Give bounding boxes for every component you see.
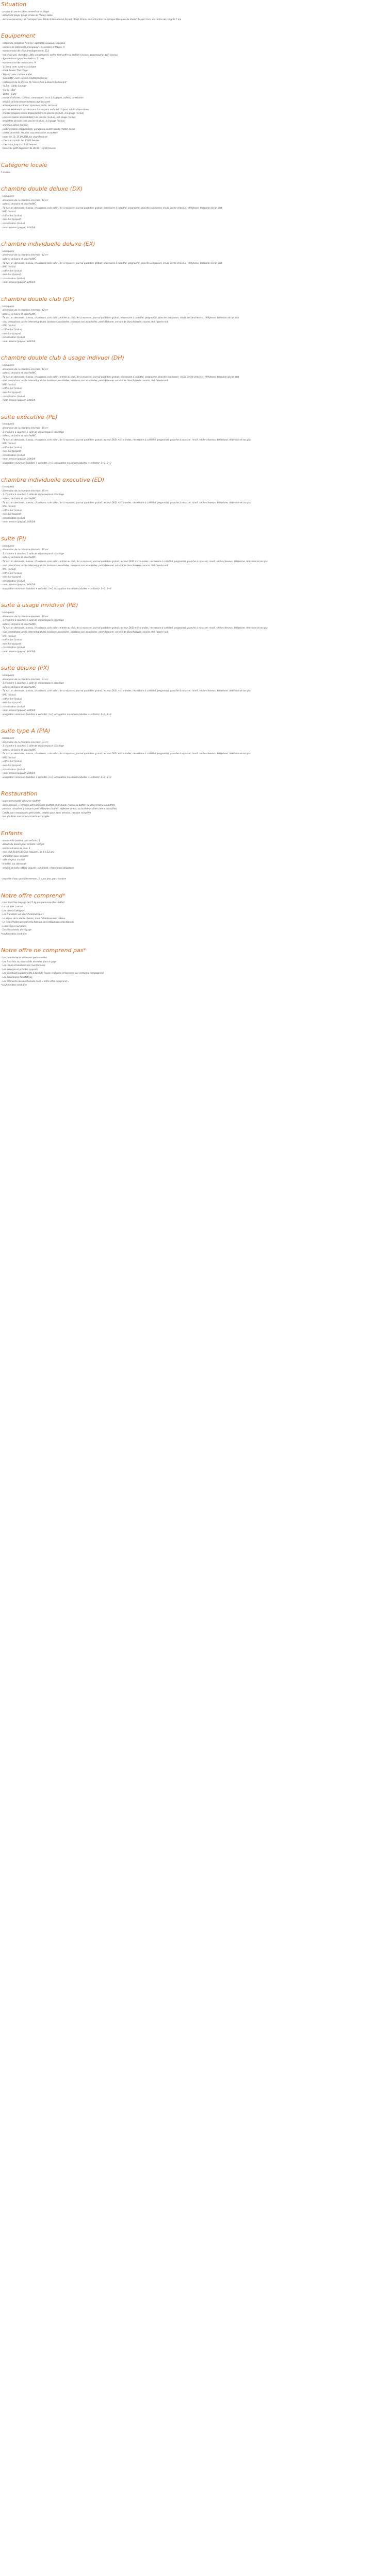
room-heading: chambre double deluxe (DX) xyxy=(1,185,83,193)
list-item: - distance (environ): de l'aéroport Abu Dhabi International Airport (AUH) 30 km, de l'attraction touristique Mosquée de Sheikh Zayed 3 km, du centre de congrès 7 km xyxy=(1,18,182,21)
room-section xyxy=(1,665,390,716)
list-item: 5 étoiles xyxy=(1,171,10,174)
list-item: - club prestations: accès internet gratuite, boissons alcoolisées, boissons non alcoolisées, petit-déjeuner, service de blanchisserie, snacks, thé l'après-midi xyxy=(1,379,169,382)
list-item: - check-out jusqu'à 12:00 heures xyxy=(1,143,37,146)
list-item: - Les frais liés aux formalités données dans le pays xyxy=(1,960,57,963)
list-item: - Les pourboires et dépenses personnelles xyxy=(1,956,47,959)
room-section xyxy=(1,354,390,402)
list-item: - 1 chambre à coucher, 1 salle de séjour/espace couchage xyxy=(1,682,64,685)
list-item: - Les transferts aéroport/hôtel/aéroport. xyxy=(1,913,44,916)
list-item: - 'Giornotte' avec cuisine méditerranéenne xyxy=(1,77,47,80)
list-item: - WiFi (inclus) xyxy=(1,210,16,213)
room-heading: chambre individuelle executive (ED) xyxy=(1,476,105,483)
room-heading: suite (PI) xyxy=(1,535,26,542)
list-item: - salle(s) de bains et douche/WC xyxy=(1,748,36,751)
list-item: - WiFi (inclus) xyxy=(1,383,16,386)
list-item: - coffre-fort (inclus) xyxy=(1,760,22,763)
list-item: - occupation minimum (adultes + enfants): 1+0, occupation maximum (adultes + enfants): 2+1, 3+0 xyxy=(1,462,111,464)
list-item: - room service (payant, 24h/24) xyxy=(1,457,36,461)
list-item: - TV sat. on demande, bureau, chaussons, coin salon, entrée au club, fer à repasser, journal quotidien gratuit, nécessaire à café/thé, peignoir(s), planche à repasser, rinvill, sèche-cheveux, téléphone, télévision écran plat xyxy=(1,375,239,378)
list-item: - salle(s) de bains et douche/WC xyxy=(1,257,36,260)
list-item: - climatisation (inclus) xyxy=(1,222,25,225)
list-item: - dimension de la chambre (environ): 42 m² xyxy=(1,253,48,257)
list-item: - cartes de crédit: les plus courantes sont acceptées xyxy=(1,131,58,134)
room-section xyxy=(1,296,390,343)
list-item: - logement et petit-déjeuner (buffet) xyxy=(1,800,41,802)
list-item: - salle(s) de bains et douche/WC xyxy=(1,556,36,559)
list-item: - dimension de la chambre (environ): 85 m² xyxy=(1,548,48,551)
list-item: - TV sat. on demande, bureau, chaussons, coin salon, fer à repasser, journal quotidien gratuit, lecteur DVD, micro-ondes, nécessaire à café/thé, peignoir(s), planche à repasser, rinvill, sèche-cheveux, téléphone, télévision écran plat xyxy=(1,501,252,504)
list-item: - room service (payant, 24h/24) xyxy=(1,340,36,343)
list-item: - nombre de bassins pour enfants: 1 xyxy=(1,839,40,842)
list-item: - mini-bar (payant) xyxy=(1,764,22,767)
room-heading: suite deluxe (PX) xyxy=(1,665,50,672)
list-item: - room service (payant, 24h/24) xyxy=(1,772,36,775)
list-item: - 1 chambre à coucher, 1 salle de séjour/espace couchage xyxy=(1,552,64,555)
list-item: - Les éléments non mentionnés dans « notre offre comprend » xyxy=(1,979,69,982)
list-item: - animation pour enfants xyxy=(1,854,28,857)
restauration-heading: Restauration xyxy=(1,790,38,798)
room-section xyxy=(1,241,390,284)
list-item: - TV sat. on demande, bureau, chaussons, coin salon, fer à repasser, journal quotidien gratuit, nécessaire à café/thé, peignoir(s), planche à repasser, rinvill, sèche-cheveux, téléphone, télévision écran plat xyxy=(1,206,222,209)
list-item: - TV sat. on demande, bureau, chaussons, coin salon, entrée au club, fer à repasser, journal quotidien gratuit, lecteur DVD, micro-ondes, nécessaire à café/thé, peignoir(s), planche à repasser, rinvill, sèche-cheveux, téléphone, télévision écran plat xyxy=(1,626,269,630)
list-item: - room service (payant, 24h/24) xyxy=(1,281,36,284)
list-item: - WiFi (inclus) xyxy=(1,693,16,696)
list-item: - TV sat. on demande, bureau, chaussons, coin salon, entrée au club, fer à repasser, journal quotidien gratuit, nécessaire à café/thé, peignoir(s), planche à repasser, rinvill, sèche-cheveux, téléphone, télévision écran plat xyxy=(1,316,239,319)
equipment-section xyxy=(1,32,390,150)
list-item: - salle(s) de bains et douche/WC xyxy=(1,497,36,500)
list-item: - WiFi (inclus) xyxy=(1,568,16,571)
list-item: - 1 chambre à coucher, 1 salle de séjour/espace couchage xyxy=(1,493,64,496)
list-item: - Les services et activités payants xyxy=(1,968,38,971)
list-item: - club prestations: accès internet gratuite, boissons alcoolisées, boissons non alcoolisées, petit-déjeuner, service de blanchisserie, snacks, thé l'après-midi xyxy=(1,564,169,567)
list-item: - 1 chambre à coucher, 1 salle de séjour/espace couchage xyxy=(1,430,64,433)
list-item: - climatisation (inclus) xyxy=(1,395,25,398)
list-item: - Crédit pour restaurants spécialisés, valable pour demi pension, pension complète xyxy=(1,811,91,814)
category-heading: Catégorie locale xyxy=(1,161,47,168)
list-item: - 1 chambre à coucher, 1 salle de séjour/espace couchage xyxy=(1,744,64,748)
list-item: - climatisation (inclus) xyxy=(1,277,25,280)
list-item: - heure du petit-déjeuner: de 06:30 - 10:30 heures xyxy=(1,147,56,150)
list-item: - occupation minimum (adultes + enfants): 1+0, occupation maximum (adultes + enfants): 2+1, 3+0 xyxy=(1,713,111,716)
list-item: - hall d'accueil, réception, 24h; conciergerie; coffre-fort/ coffre (à l'hôtel) (inclus); ascenseur(s); WiFi (inclus) xyxy=(1,53,118,56)
list-item: - baraque(s) xyxy=(1,364,14,366)
list-item: - coffre-fort (inclus) xyxy=(1,214,22,217)
list-item: - club prestations: accès internet gratuite, boissons alcoolisées, boissons non alcoolisées, petit-déjeuner, service de blanchisserie, snacks, thé l'après-midi xyxy=(1,631,169,633)
list-item: - nombre d'aires de jeux: 1 xyxy=(1,846,30,850)
list-item: - demi pension, y compris petit-déjeuner (buffet) et déjeuner (menu au buffet) ou dîner (menu au buffet) xyxy=(1,803,115,806)
list-item: - nombre de bâtiments principaux: 16; nombre d'étages: 9 xyxy=(1,45,65,48)
equipment-heading: Equipement xyxy=(1,32,36,40)
offer-includes-section xyxy=(1,892,390,936)
list-item: - TV sat. on demande, bureau, chaussons, coin salon, fer à repasser, journal quotidien gratuit, lecteur DVD, micro-ondes, nécessaire à café/thé, peignoir(s), planche à repasser, rinvill, sèche-cheveux, téléphone, télévision écran plat xyxy=(1,438,252,441)
list-item: - détails de plage: plage privée de l'hôtel, sable xyxy=(1,14,53,17)
list-item: - coffre-fort (inclus) xyxy=(1,571,22,574)
list-item: - Des documents de voyage. xyxy=(1,928,32,931)
room-section xyxy=(1,185,390,229)
list-item: - TV sat. on demande, bureau, chaussons, coin salon, fer à repasser, journal quotidien gratuit, lecteur DVD, micro-ondes, nécessaire à café/thé, peignoir(s), planche à repasser, rinvill, sèche-cheveux, téléphone, télévision écran plat xyxy=(1,752,252,755)
list-item: - WiFi (inclus) xyxy=(1,265,16,268)
children-note: - boutelle d'eau quotidiennement, 1 x par jour, par chambre xyxy=(1,877,66,880)
list-item: - climatisation (inclus) xyxy=(1,579,25,582)
list-item: - 'Dolce - Cafe' xyxy=(1,92,17,95)
list-item: - service de baby-sitting (payant, sur place), réservation obligatoire xyxy=(1,866,74,869)
list-item: - Les éventuels suppléments à bord de l'avion (collation et boissons sur certaines compagnies) xyxy=(1,972,104,975)
list-item: - salle(s) de bains et douche/WC xyxy=(1,685,36,688)
list-item: - climatisation (inclus) xyxy=(1,453,25,456)
list-item: - 'Sur.ra - Bar' xyxy=(1,88,16,91)
list-item: - mini-bar (payant) xyxy=(1,701,22,704)
list-item: - steak house 'The Forge' xyxy=(1,69,28,72)
room-section xyxy=(1,477,390,524)
category-section xyxy=(1,162,390,174)
hotel-description-page xyxy=(0,0,391,1011)
list-item: - serviettes de bain: à la piscine (inclus), à la plage (inclus) xyxy=(1,120,65,123)
list-item: - room service (payant, 24h/24) xyxy=(1,226,36,229)
list-item: - baraque(s) xyxy=(1,422,14,426)
list-item: - salle de jeux (inclus) xyxy=(1,858,25,861)
list-item: - dimension de la chambre (environ): 85 m² xyxy=(1,615,48,618)
list-item: - Les assurances facultatives xyxy=(1,976,32,978)
list-item: - proche du centre, directement sur la plage xyxy=(1,10,49,13)
list-item: - Une franchise bagage de 15 kg par personne (hors bébé) xyxy=(1,901,65,904)
list-item: - chaises longues (selon disponibilité) à la piscine (inclus), à la plage (inclus) xyxy=(1,112,84,115)
list-item: - baraque(s) xyxy=(1,304,14,308)
list-item: - Le vol aller / retour xyxy=(1,905,23,908)
room-heading: chambre individuelle deluxe (EX) xyxy=(1,241,95,248)
list-item: - coffre-fort (inclus) xyxy=(1,638,22,641)
situation-section xyxy=(1,1,390,21)
list-item: - Le séjour de la durée choisie, dans l'établissement retenu. xyxy=(1,917,66,920)
list-item: - piscine extérieure: totale (sans bassin pour enfants): 2 (pour adults disponibles) xyxy=(1,108,90,111)
list-item: - baraque(s) xyxy=(1,195,14,197)
list-item: - mini-bar (payant) xyxy=(1,513,22,516)
list-item: - salle(s) de bains et douche/WC xyxy=(1,202,36,206)
list-item: - check-in à partir de: 15:00 heures xyxy=(1,139,40,142)
room-section xyxy=(1,602,390,653)
list-item: - climatisation (inclus) xyxy=(1,646,25,649)
restauration-section xyxy=(1,790,390,819)
list-item: - baraque(s) xyxy=(1,611,14,614)
list-item: - mini-bar (payant) xyxy=(1,273,22,276)
list-item: - dimension de la chambre (environ): 91 m² xyxy=(1,677,48,681)
list-item: - mini-bar (payant) xyxy=(1,575,22,579)
room-heading: suite type A (PIA) xyxy=(1,727,51,735)
list-item: - coffre-fort (inclus) xyxy=(1,697,22,700)
list-item: - lit bébé, sur demande xyxy=(1,862,26,865)
list-item: - mini-bar (payant) xyxy=(1,642,22,645)
list-item: - dimension de la chambre (environ): 42 m² xyxy=(1,198,48,201)
list-item: - room service (payant, 24h/24) xyxy=(1,583,36,586)
offer-excludes-section xyxy=(1,947,390,987)
room-heading: chambre double club à usage indivuel (DH) xyxy=(1,354,124,362)
list-item: - room service (payant, 24h/24) xyxy=(1,709,36,712)
list-item: - coffre-fort (inclus) xyxy=(1,387,22,390)
list-item: - détails du bassin pour enfants: intégré xyxy=(1,843,44,846)
list-item: - taxes de 10, 15.00 AED par chambre/nuit xyxy=(1,135,47,138)
list-item: - coffre-fort (inclus) xyxy=(1,269,22,272)
list-item: - TV sat. on demande, bureau, chaussons, coin salon, fer à repasser, journal quotidien gratuit, lecteur DVD, micro-ondes, nécessaire à café/thé, peignoir(s), planche à repasser, rinvill, sèche-cheveux, téléphone, télévision écran plat xyxy=(1,689,252,692)
list-item: - coffre-fort (inclus) xyxy=(1,446,22,449)
list-item: - animaux admis (inclus) xyxy=(1,124,28,126)
list-item: - baraque(s) xyxy=(1,249,14,252)
list-item: - coffre-fort (inclus) xyxy=(1,509,22,512)
list-item: - restaurant de la piscine 'N Fresco Pool & Beach Restaurant' xyxy=(1,80,67,83)
list-item: - occupation minimum (adultes + enfants): 1+0, occupation maximum (adultes + enfants): 2+1, 3+0 xyxy=(1,775,111,778)
room-heading: suite à usage invidivel (PB) xyxy=(1,602,78,609)
list-item: - dimension de la chambre (environ): 85 m² xyxy=(1,489,48,492)
list-item: - dimension de la chambre (environ): 42 m² xyxy=(1,367,48,370)
list-item: - pension complète, y compris petit-déjeuner (buffet), déjeuner (menu au buffet) et dîner (menu au buffet) xyxy=(1,807,117,810)
list-item: - dimension de la chambre (environ): 91 m² xyxy=(1,740,48,743)
list-item: - nature du complexe hôtelier: agréable, luxueux, spacieux xyxy=(1,42,66,45)
list-item: - salle(s) de bains et douche/WC xyxy=(1,434,36,437)
list-item: - WiFi (inclus) xyxy=(1,505,16,508)
list-item: - 'Li Jiang' avec cuisine asiatique xyxy=(1,65,37,68)
list-item: - room service (payant, 24h/24) xyxy=(1,520,36,523)
offer-excludes-heading: Notre offre ne comprend pas* xyxy=(1,947,86,954)
list-item: - service de blanchisserie/repassage (payant) xyxy=(1,100,51,103)
list-item: - climatisation (inclus) xyxy=(1,705,25,708)
list-item: - nombre total de restaurants: 9 xyxy=(1,61,36,64)
list-item: - Les repas et boissons non mentionnées xyxy=(1,964,45,967)
list-item: - baraque(s) xyxy=(1,737,14,740)
list-item: - mini club Kidz Kids Club (payant), de 4 à 12 ans xyxy=(1,851,55,854)
list-item: - mini-bar (payant) xyxy=(1,218,22,221)
list-item: - nombre total de chambres/logements: 112 xyxy=(1,49,49,53)
list-item: - WiFi (inclus) xyxy=(1,634,16,637)
list-item: - coffre-fort (inclus) xyxy=(1,328,22,331)
list-item: - baraque(s) xyxy=(1,674,14,677)
list-item: - mini-bar (payant) xyxy=(1,332,22,335)
offer-includes-heading: Notre offre comprend* xyxy=(1,892,66,899)
list-item: - mini-bar (payant) xyxy=(1,450,22,453)
list-item: - WiFi (inclus) xyxy=(1,756,16,759)
room-section xyxy=(1,727,390,779)
room-heading: suite exécutive (PE) xyxy=(1,413,58,420)
list-item: - L'assistance sur place. xyxy=(1,924,27,927)
list-item: - parking (selon disponibilité), garage ou souterrain de l'hôtel: inclus xyxy=(1,127,75,130)
list-item: - Le type d'hébergement et la formule de restauration sélectionnés. xyxy=(1,921,75,924)
list-item: - mini-bar (payant) xyxy=(1,391,22,394)
rooms-list xyxy=(1,185,390,779)
list-item: - WiFi (inclus) xyxy=(1,442,16,445)
children-heading: Enfants xyxy=(1,829,23,837)
list-item: - room service (payant, 24h/24) xyxy=(1,399,36,402)
list-item: - baraque(s) xyxy=(1,544,14,547)
room-section xyxy=(1,414,390,465)
list-item: - salle(s) de bains et douche/WC xyxy=(1,312,36,315)
list-item: - room service (payant, 24h/24) xyxy=(1,650,36,653)
list-item: - climatisation (inclus) xyxy=(1,336,25,339)
list-item: - 'Mijana' avec cuisine arabe xyxy=(1,73,32,76)
list-item: - lors du dîner une tenue correcte est exigée xyxy=(1,815,50,818)
offer-includes-note: *sauf mention contraire xyxy=(1,932,27,935)
list-item: - climatisation (inclus) xyxy=(1,516,25,519)
list-item: - WiFi (inclus) xyxy=(1,324,16,327)
children-section xyxy=(1,830,390,881)
list-item: - TV sat. on demande, bureau, chaussons, coin salon, fer à repasser, journal quotidien gratuit, nécessaire à café/thé, peignoir(s), planche à repasser, rinvill, sèche-cheveux, téléphone, télévision écran plat xyxy=(1,261,222,264)
list-item: - aménagement extérieur: spacieux jardin, terrasse xyxy=(1,104,57,107)
list-item: - 'ALBA - Lobby Lounge' xyxy=(1,84,27,88)
offer-excludes-note: *sauf mention contraire xyxy=(1,984,27,987)
list-item: - club prestations: accès internet gratuite, boissons alcoolisées, boissons non alcoolisées, petit-déjeuner, service de blanchisserie, snacks, thé l'après-midi xyxy=(1,320,169,323)
list-item: - dimension de la chambre (environ): 42 m² xyxy=(1,309,48,312)
room-section xyxy=(1,535,390,591)
list-item: - parasols (selon disponibilité) à la piscine (inclus), à la plage (inclus) xyxy=(1,115,76,118)
list-item: - âge minimum pour le check-in: 21 ans xyxy=(1,57,44,60)
situation-heading: Situation xyxy=(1,1,27,8)
list-item: - salle(s) de bains et douche/WC xyxy=(1,371,36,375)
list-item: - baraque(s) xyxy=(1,485,14,488)
list-item: - climatisation (inclus) xyxy=(1,768,25,771)
list-item: - TV sat. on demande, bureau, chaussons, coin salon, entrée au club, fer à repasser, journal quotidien gratuit, lecteur DVD, micro-ondes, nécessaire à café/thé, peignoir(s), planche à repasser, rinvill, sèche-cheveux, téléphone, télévision écran plat xyxy=(1,560,269,563)
list-item: - occupation minimum (adultes + enfants): 1+0, occupation maximum (adultes + enfants): 2+1, 3+0 xyxy=(1,587,111,590)
list-item: - Les taxes d'aéroport. xyxy=(1,909,26,912)
list-item: - salle(s) de bains et douche/WC xyxy=(1,622,36,625)
list-item: - centre d'affaires, coiffeur, commerces, local à bagages, salle(s) de réunion xyxy=(1,96,84,99)
list-item: - 1 chambre à coucher, 1 salle de séjour/espace couchage xyxy=(1,619,64,622)
list-item: - dimension de la chambre (environ): 85 m² xyxy=(1,426,48,429)
room-heading: chambre double club (DF) xyxy=(1,295,75,302)
